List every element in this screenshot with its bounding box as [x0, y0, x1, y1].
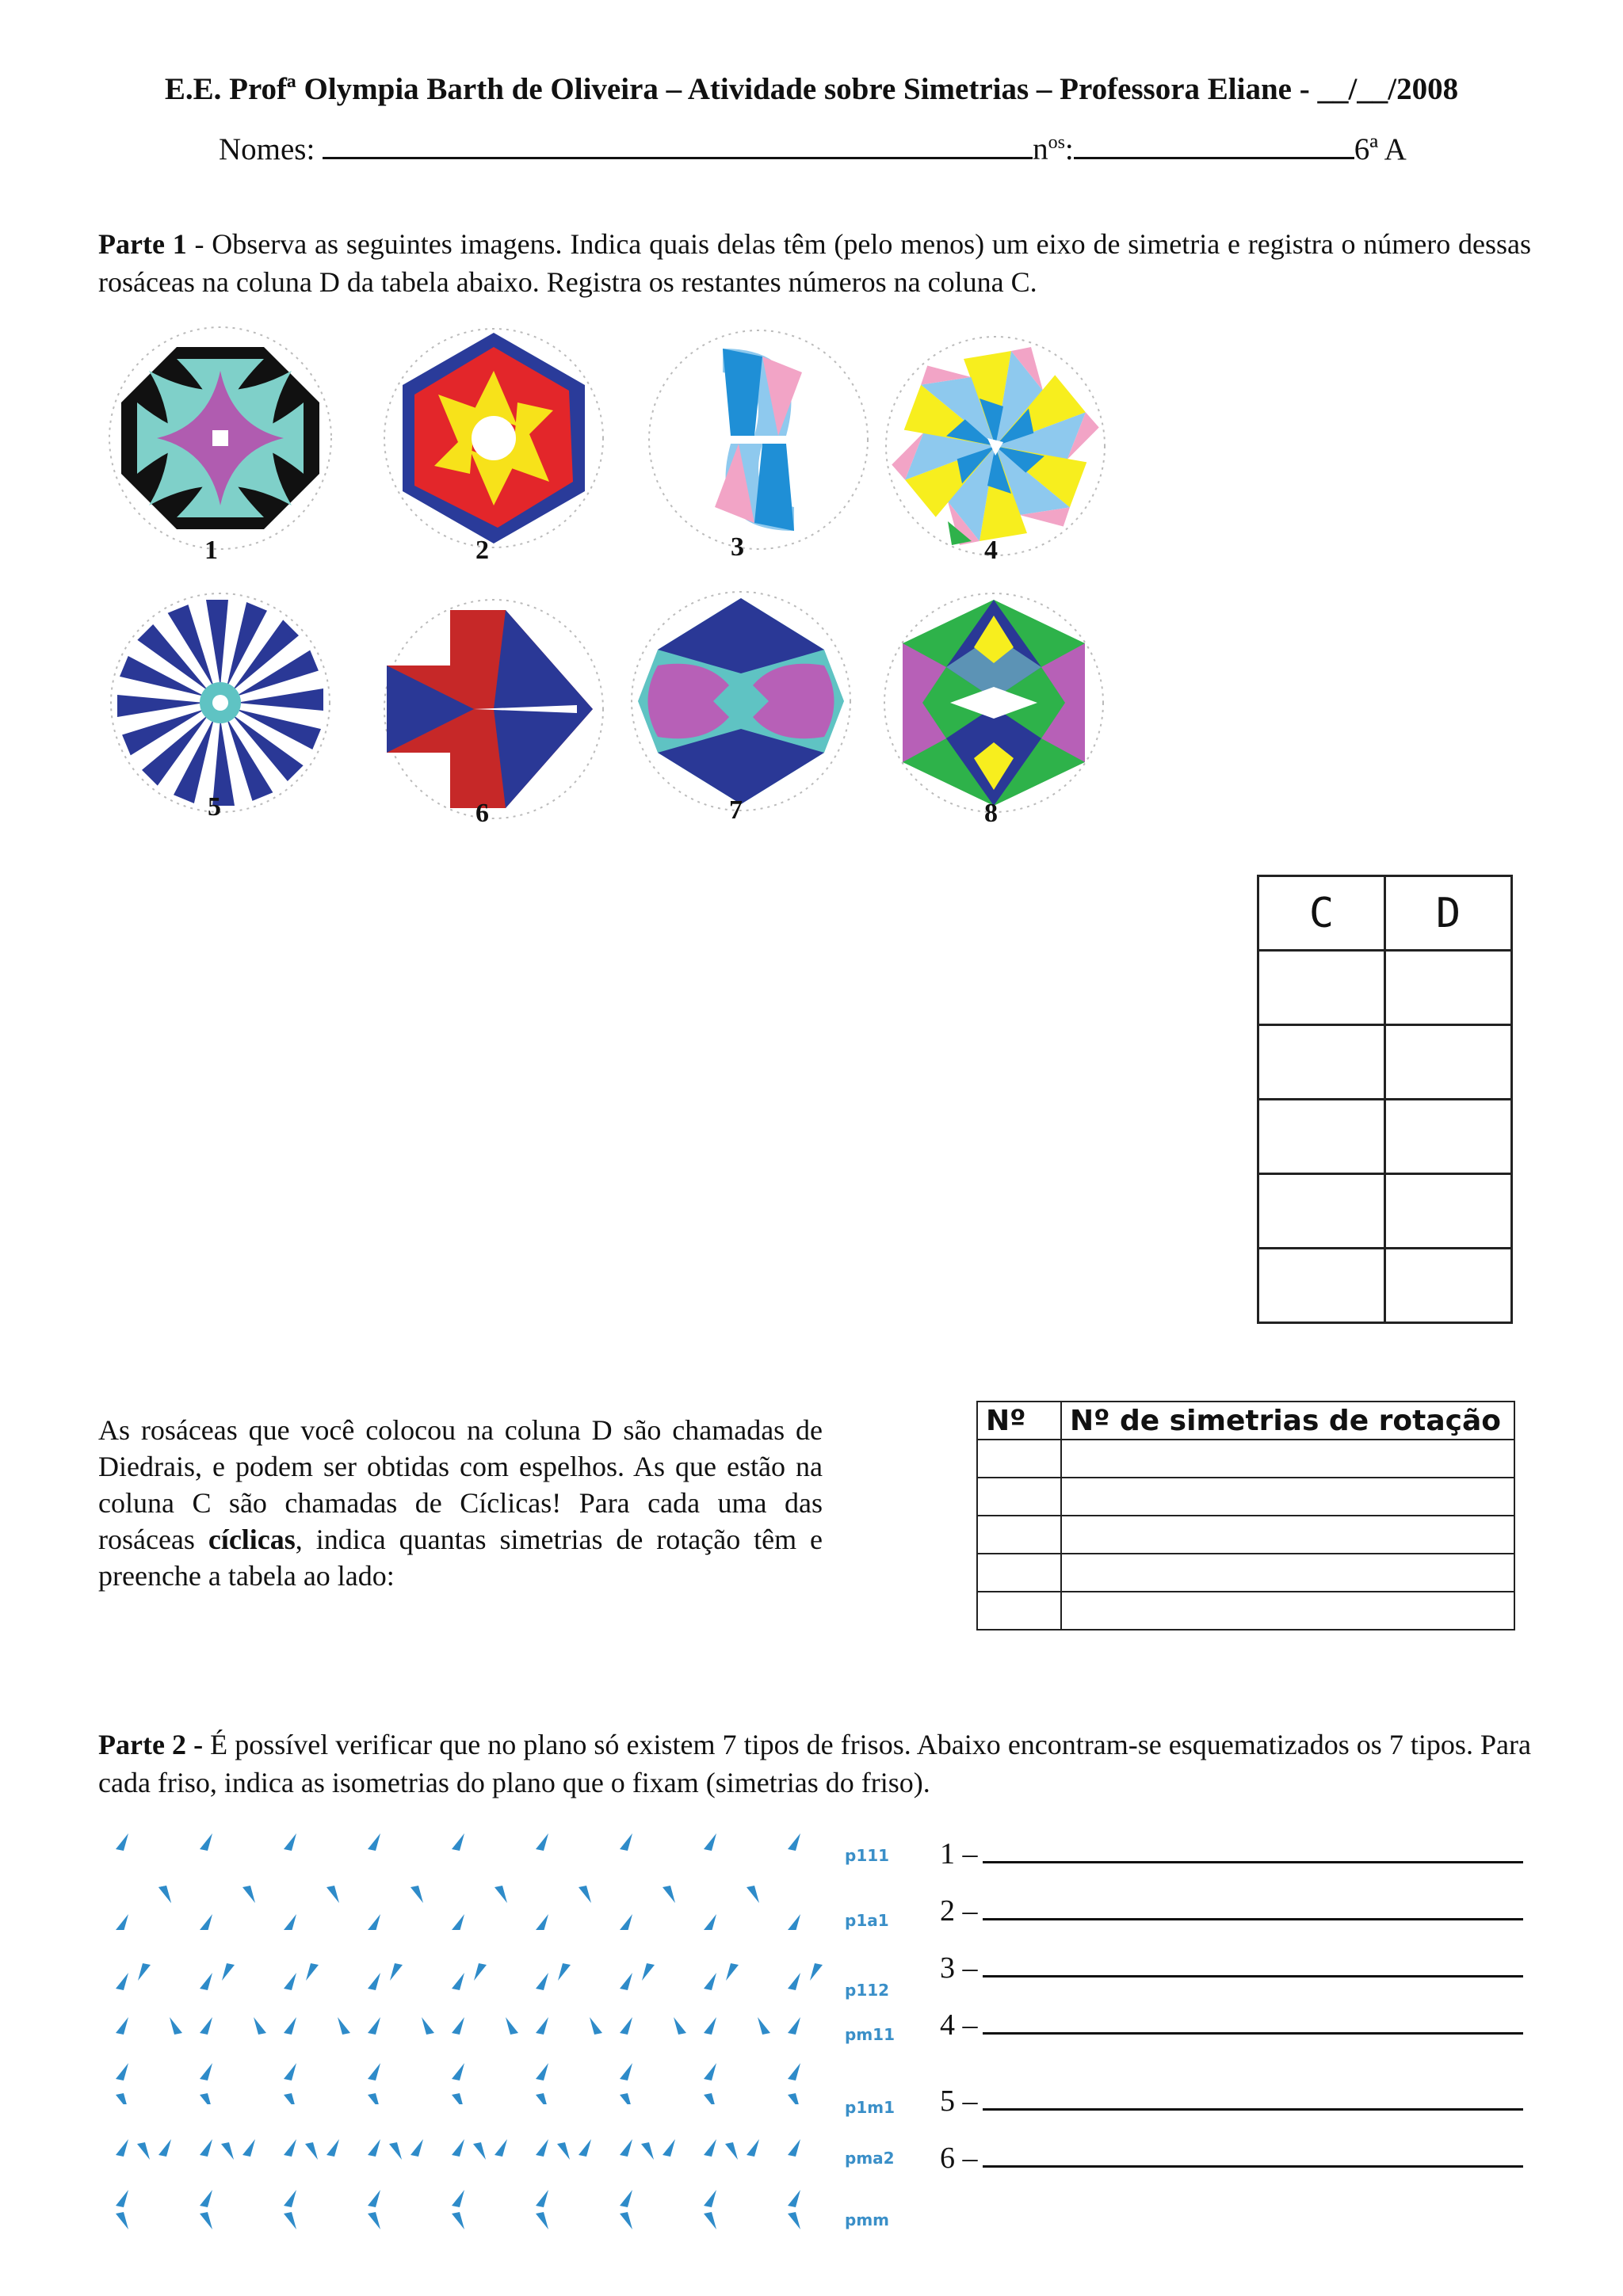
answer-6[interactable] [940, 2141, 1523, 2176]
frieze-label-pmm: pmm [845, 2210, 889, 2229]
names-label: Nomes: [219, 132, 315, 166]
frieze-p111 [111, 1833, 824, 1881]
rosette-3-number: 3 [731, 532, 744, 562]
rosette-5-number: 5 [208, 792, 221, 822]
cd-cell-c[interactable] [1258, 1100, 1385, 1174]
answer-5-line[interactable] [983, 2084, 1523, 2111]
rosette-2-number: 2 [475, 536, 489, 565]
frieze-label-p111: p111 [845, 1846, 890, 1865]
parte1-text: - Observa as seguintes imagens. Indica quais delas têm (pelo menos) um eixo de simetria e registra o número dessas rosáceas na coluna D da tabela abaixo. Registra os restantes números na coluna C. [98, 228, 1531, 298]
names-field[interactable] [323, 128, 1033, 159]
answer-1-line[interactable] [983, 1837, 1523, 1863]
rot-cell-no[interactable] [977, 1478, 1061, 1516]
rot-cell-value[interactable] [1061, 1478, 1514, 1516]
answer-3[interactable] [940, 1951, 1523, 1985]
rosette-1 [101, 323, 339, 553]
answer-4-label: 4 – [940, 2008, 978, 2042]
answer-6-label: 6 – [940, 2142, 978, 2175]
answer-5-label: 5 – [940, 2084, 978, 2118]
parte2-instructions [98, 1726, 1531, 1802]
rosette-8-number: 8 [984, 799, 998, 828]
frieze-pma2 [111, 2123, 824, 2171]
rot-cell-no[interactable] [977, 1516, 1061, 1554]
rot-cell-value[interactable] [1061, 1516, 1514, 1554]
cd-table [1257, 875, 1513, 1324]
answer-6-line[interactable] [983, 2142, 1523, 2168]
cd-cell-c[interactable] [1258, 1025, 1385, 1100]
rot-cell-value[interactable] [1061, 1592, 1514, 1630]
rosette-8 [875, 588, 1113, 818]
cd-cell-d[interactable] [1385, 1249, 1512, 1323]
answer-1[interactable] [940, 1836, 1523, 1871]
frieze-label-p1m1: p1m1 [845, 2098, 895, 2117]
names-line: Nomes: $n^{os}$: 6ª A [219, 128, 1407, 167]
rosette-2 [379, 323, 609, 553]
rotation-table [976, 1401, 1515, 1630]
frieze-pm11 [111, 2009, 824, 2057]
page-title: E.E. Profª Olympia Barth de Oliveira – Atividade sobre Simetrias – Professora Eliane - __/__/2008 [164, 72, 1459, 106]
parte1-instructions [98, 225, 1531, 301]
cd-cell-c[interactable] [1258, 1249, 1385, 1323]
ciclicas-bold: cíclicas [208, 1524, 296, 1555]
cd-cell-c[interactable] [1258, 951, 1385, 1025]
answer-3-line[interactable] [983, 1951, 1523, 1978]
answer-2-line[interactable] [983, 1894, 1523, 1920]
rosette-4 [876, 331, 1114, 561]
frieze-p1m1 [111, 2057, 824, 2104]
cd-cell-d[interactable] [1385, 951, 1512, 1025]
ciclicas-text-2: , indica quantas simetrias de rotação têm e preenche a tabela ao lado: [98, 1524, 823, 1592]
rot-cell-no[interactable] [977, 1554, 1061, 1592]
frieze-pmm [111, 2183, 824, 2231]
frieze-p1a1 [111, 1882, 824, 1930]
rosette-7 [626, 586, 856, 816]
parte1-heading: Parte 1 [98, 228, 187, 260]
col-c-header: C [1258, 876, 1385, 951]
cd-cell-d[interactable] [1385, 1100, 1512, 1174]
frieze-label-p1a1: p1a1 [845, 1911, 889, 1930]
frieze-label-pma2: pma2 [845, 2149, 895, 2168]
rot-cell-no[interactable] [977, 1592, 1061, 1630]
answer-2-label: 2 – [940, 1894, 978, 1928]
numbers-sup: os [1048, 132, 1065, 153]
rot-cell-value[interactable] [1061, 1440, 1514, 1478]
class-label: 6ª A [1354, 132, 1407, 166]
answer-4-line[interactable] [983, 2008, 1523, 2035]
answer-5[interactable] [940, 2084, 1523, 2119]
rot-cell-no[interactable] [977, 1440, 1061, 1478]
col-d-header: D [1385, 876, 1512, 951]
rosette-4-number: 4 [984, 536, 998, 565]
rosette-1-number: 1 [204, 536, 218, 565]
parte2-heading: Parte 2 - [98, 1729, 204, 1760]
frieze-label-p112: p112 [845, 1981, 890, 2000]
rot-cell-value[interactable] [1061, 1554, 1514, 1592]
rosette-6 [379, 594, 609, 824]
rosette-7-number: 7 [729, 795, 743, 825]
numbers-field[interactable] [1074, 128, 1354, 159]
frieze-p112 [111, 1949, 824, 1997]
frieze-label-pm11: pm11 [845, 2025, 895, 2044]
ciclicas-text-1: As rosáceas que você colocou na coluna D são chamadas de Diedrais, e podem ser obtidas com espelhos. As que estão na coluna C são chamadas de Cíclicas! Para cada uma das rosáceas [98, 1414, 823, 1555]
rosette-3 [643, 325, 873, 555]
cd-cell-d[interactable] [1385, 1174, 1512, 1249]
answer-4[interactable] [940, 2008, 1523, 2042]
rosette-6-number: 6 [475, 799, 489, 828]
rot-header-rotations: Nº de simetrias de rotação [1061, 1402, 1514, 1440]
ciclicas-instructions [98, 1412, 823, 1594]
numbers-label: n [1033, 132, 1048, 166]
answer-1-label: 1 – [940, 1837, 978, 1871]
cd-cell-d[interactable] [1385, 1025, 1512, 1100]
answer-2[interactable] [940, 1894, 1523, 1928]
rot-header-no: Nº [977, 1402, 1061, 1440]
rosette-5 [101, 588, 339, 818]
cd-cell-c[interactable] [1258, 1174, 1385, 1249]
parte2-text: É possível verificar que no plano só existem 7 tipos de frisos. Abaixo encontram-se esquematizados os 7 tipos. Para cada friso, indica as isometrias do plano que o fixam (simetrias do friso). [98, 1729, 1531, 1798]
answer-3-label: 3 – [940, 1951, 978, 1985]
